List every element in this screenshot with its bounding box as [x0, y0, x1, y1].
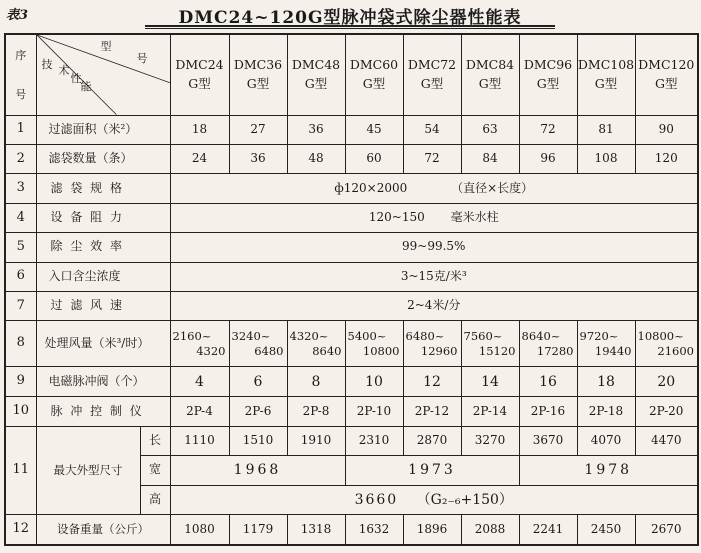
param-label: 电磁脉冲阀（个） [36, 366, 170, 396]
cell: 2870 [403, 426, 461, 455]
cell: 1896 [403, 514, 461, 545]
cell: 20 [635, 366, 698, 396]
row-number: 10 [5, 397, 36, 426]
cell: 2P-6 [229, 397, 287, 426]
cell: 6480~ 12960 [403, 321, 461, 367]
span-value: 99~99.5% [170, 233, 698, 262]
cell: 54 [403, 115, 461, 144]
model-header-8: DMC108 G型 [577, 34, 635, 115]
cell: 1632 [345, 514, 403, 545]
span-value: ф120×2000 [334, 180, 408, 195]
param-label: 设 备 阻 力 [36, 203, 170, 232]
table-row [5, 203, 698, 232]
sub-label-height: 高 [140, 485, 170, 514]
cell: 2241 [519, 514, 577, 545]
sub-label-width: 宽 [140, 456, 170, 485]
param-label: 入口含尘浓度 [36, 262, 170, 291]
model-header-4: DMC60 G型 [345, 34, 403, 115]
row-number: 3 [5, 174, 36, 203]
cell: 108 [577, 145, 635, 174]
cell: 2P-16 [519, 397, 577, 426]
diag-label-tech: 技 [41, 58, 53, 71]
cell: 72 [519, 115, 577, 144]
cell: 3670 [519, 426, 577, 455]
seq-header-bottom: 号 [15, 87, 27, 101]
model-header-3: DMC48 G型 [287, 34, 345, 115]
cell: 2088 [461, 514, 519, 545]
row-number: 4 [5, 203, 36, 232]
cell: 120 [635, 145, 698, 174]
span-value: 2~4米/分 [170, 291, 698, 320]
row-number: 6 [5, 262, 36, 291]
cell: 24 [170, 145, 229, 174]
table-row [5, 366, 698, 396]
param-label: 滤 袋 规 格 [36, 174, 170, 203]
model-header-2: DMC36 G型 [229, 34, 287, 115]
cell: 4320~ 8640 [287, 321, 345, 367]
cell: 18 [577, 366, 635, 396]
diag-label-number: 号 [136, 52, 148, 65]
param-label: 处理风量（米³/时） [36, 321, 170, 367]
span-value: 3~15克/米³ [170, 262, 698, 291]
table-row [5, 233, 698, 262]
cell: 2450 [577, 514, 635, 545]
cell: 2670 [635, 514, 698, 545]
diagonal-header [36, 34, 170, 115]
cell: 63 [461, 115, 519, 144]
seq-header [5, 34, 36, 115]
cell: 4070 [577, 426, 635, 455]
performance-table [4, 33, 699, 546]
span-cell [170, 203, 698, 232]
cell: 2160~ 4320 [170, 321, 229, 367]
cell: 4 [170, 366, 229, 396]
cell: 81 [577, 115, 635, 144]
model-header-1: DMC24 G型 [170, 34, 229, 115]
span-note: （直径×长度） [451, 180, 534, 195]
cell: 27 [229, 115, 287, 144]
cell: 16 [519, 366, 577, 396]
cell: 36 [287, 115, 345, 144]
cell: 1110 [170, 426, 229, 455]
table-number: 表3 [6, 8, 29, 23]
cell: 1910 [287, 426, 345, 455]
table-row [5, 291, 698, 320]
header-row [5, 34, 698, 115]
span-value: 120~150 [368, 210, 425, 225]
cell: 3240~ 6480 [229, 321, 287, 367]
page-title: DMC24~120G型脉冲袋式除尘器性能表 [178, 8, 522, 28]
cell: 1978 [519, 456, 698, 485]
cell: 2P-10 [345, 397, 403, 426]
cell: 2P-18 [577, 397, 635, 426]
cell: 72 [403, 145, 461, 174]
row-number: 2 [5, 145, 36, 174]
row-number: 1 [5, 115, 36, 144]
param-label: 滤袋数量（条） [36, 145, 170, 174]
row-number: 11 [5, 426, 36, 514]
table-row [5, 174, 698, 203]
table-row [5, 397, 698, 426]
row-number: 5 [5, 233, 36, 262]
cell: 8 [287, 366, 345, 396]
param-label: 脉 冲 控 制 仪 [36, 397, 170, 426]
table-row [5, 145, 698, 174]
cell: 12 [403, 366, 461, 396]
cell: 2P-8 [287, 397, 345, 426]
model-header-9: DMC120 G型 [635, 34, 698, 115]
row-number: 12 [5, 514, 36, 545]
span-note: （G₂₋₆+150） [416, 491, 513, 508]
diag-label-spec1: 术 [58, 64, 70, 77]
title-underline-thin [145, 28, 555, 29]
diag-label-perf: 性 [70, 72, 82, 85]
diag-label-model: 型 [100, 40, 112, 53]
diag-label-spec: 能 [80, 80, 92, 93]
row-number: 9 [5, 366, 36, 396]
param-label: 过 滤 风 速 [36, 291, 170, 320]
cell: 10 [345, 366, 403, 396]
table-row [5, 115, 698, 144]
cell: 9720~ 19440 [577, 321, 635, 367]
cell: 1968 [170, 456, 345, 485]
sub-label-length: 长 [140, 426, 170, 455]
table-row [5, 426, 698, 455]
model-header-5: DMC72 G型 [403, 34, 461, 115]
cell: 7560~ 15120 [461, 321, 519, 367]
cell: 36 [229, 145, 287, 174]
cell: 8640~ 17280 [519, 321, 577, 367]
param-label: 设备重量（公斤） [36, 514, 170, 545]
row-number: 7 [5, 291, 36, 320]
cell: 90 [635, 115, 698, 144]
span-value: 3660 [354, 491, 399, 508]
cell: 1510 [229, 426, 287, 455]
table-row [5, 514, 698, 545]
span-cell [170, 174, 698, 203]
cell: 45 [345, 115, 403, 144]
cell: 1080 [170, 514, 229, 545]
seq-header-top: 序 [15, 48, 27, 62]
table-row [5, 262, 698, 291]
cell: 2310 [345, 426, 403, 455]
row-number: 8 [5, 321, 36, 367]
cell: 48 [287, 145, 345, 174]
cell: 60 [345, 145, 403, 174]
cell: 5400~ 10800 [345, 321, 403, 367]
cell: 3270 [461, 426, 519, 455]
cell: 1973 [345, 456, 519, 485]
cell: 2P-20 [635, 397, 698, 426]
cell: 4470 [635, 426, 698, 455]
span-cell [170, 485, 698, 514]
cell: 10800~ 21600 [635, 321, 698, 367]
cell: 18 [170, 115, 229, 144]
cell: 1318 [287, 514, 345, 545]
param-label: 最大外型尺寸 [36, 426, 140, 514]
cell: 6 [229, 366, 287, 396]
cell: 1179 [229, 514, 287, 545]
cell: 96 [519, 145, 577, 174]
cell: 14 [461, 366, 519, 396]
cell: 2P-14 [461, 397, 519, 426]
param-label: 除 尘 效 率 [36, 233, 170, 262]
param-label: 过滤面积（米²） [36, 115, 170, 144]
table-row [5, 321, 698, 367]
model-header-6: DMC84 G型 [461, 34, 519, 115]
cell: 2P-4 [170, 397, 229, 426]
title-underline [145, 25, 555, 27]
cell: 2P-12 [403, 397, 461, 426]
model-header-7: DMC96 G型 [519, 34, 577, 115]
cell: 84 [461, 145, 519, 174]
span-note: 毫米水柱 [450, 210, 499, 225]
